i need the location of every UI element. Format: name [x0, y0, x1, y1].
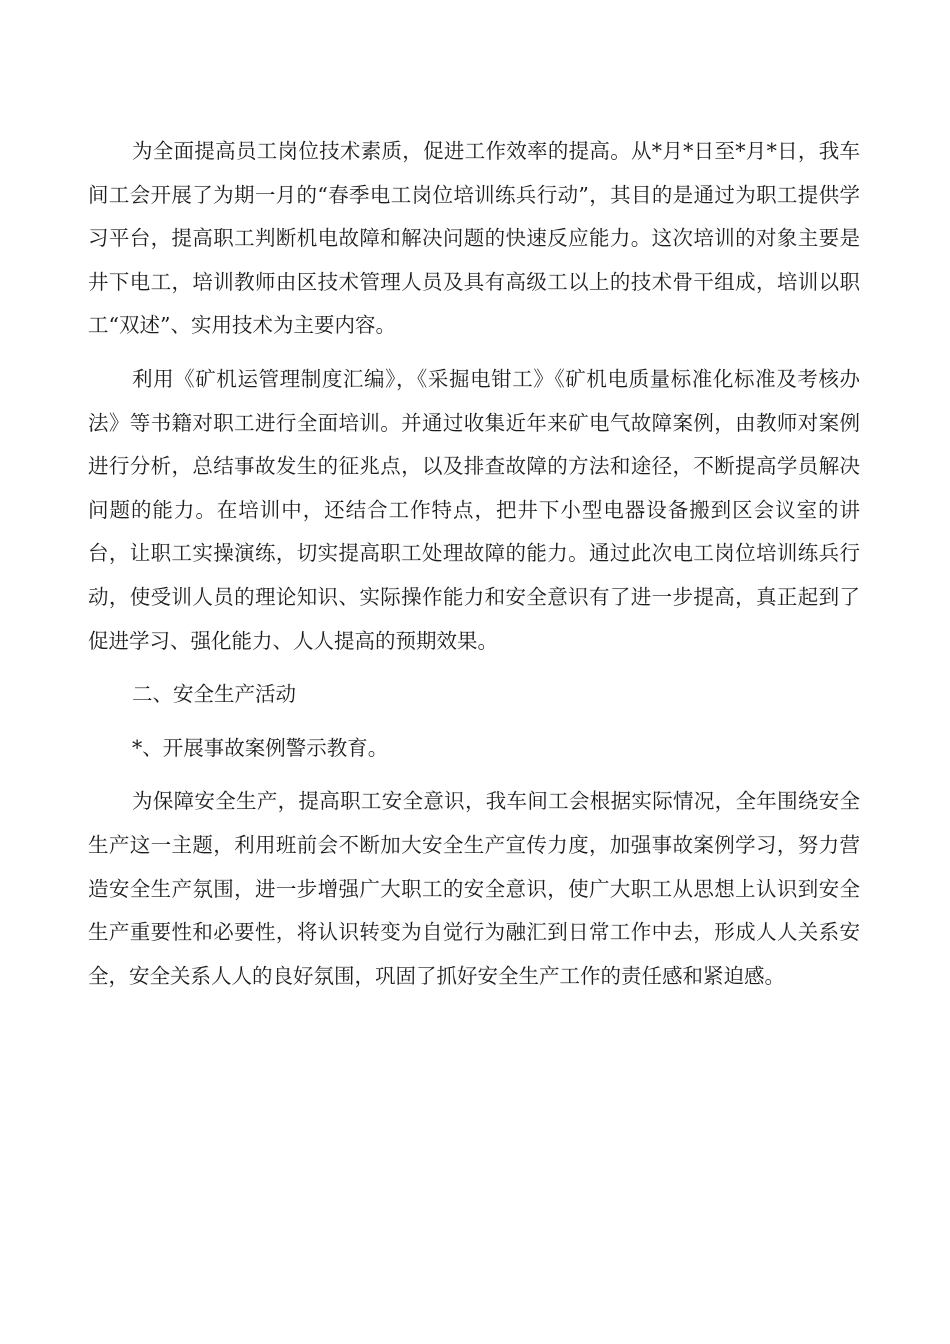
section-heading-safety: 二、安全生产活动 — [132, 682, 296, 707]
paragraph-training-details: 利用《矿机运管理制度汇编》，《采掘电钳工》《矿机电质量标准化标准及考核办法》等书籍对职工进行全面培训。并通过收集近年来矿电气故障案例，由教师对案例进行分析，总结事故发生的征兆点，以及排查故障的方法和途径，不断提高学员解决问题的能力。在培训中，还结合工作特点，把井下小型电器设备搬到区会议室的讲台，让职工实操演练，切实提高职工处理故障的能力。通过此次电工岗位培训练兵行动，使受训人员的理论知识、实际操作能力和安全意识有了进一步提高，真正起到了促进学习、强化能力、人人提高的预期效果。 — [88, 366, 860, 653]
subheading-case-education: *、开展事故案例警示教育。 — [132, 735, 389, 760]
document-body — [88, 130, 860, 998]
paragraph-training-intro: 为全面提高员工岗位技术素质，促进工作效率的提高。从*月*日至*月*日，我车间工会开展了为期一月的“春季电工岗位培训练兵行动”，其目的是通过为职工提供学习平台，提高职工判断机电故障和解决问题的快速反应能力。这次培训的对象主要是井下电工，培训教师由区技术管理人员及具有高级工以上的技术骨干组成，培训以职工“双述”、实用技术为主要内容。 — [88, 139, 860, 338]
paragraph-safety-details: 为保障安全生产，提高职工安全意识，我车间工会根据实际情况，全年围绕安全生产这一主题，利用班前会不断加大安全生产宣传力度，加强事故案例学习，努力营造安全生产氛围，进一步增强广大职工的安全意识，使广大职工从思想上认识到安全生产重要性和必要性，将认识转变为自觉行为融汇到日常工作中去，形成人人关系安全，安全关系人人的良好氛围，巩固了抓好安全生产工作的责任感和紧迫感。 — [88, 789, 860, 988]
